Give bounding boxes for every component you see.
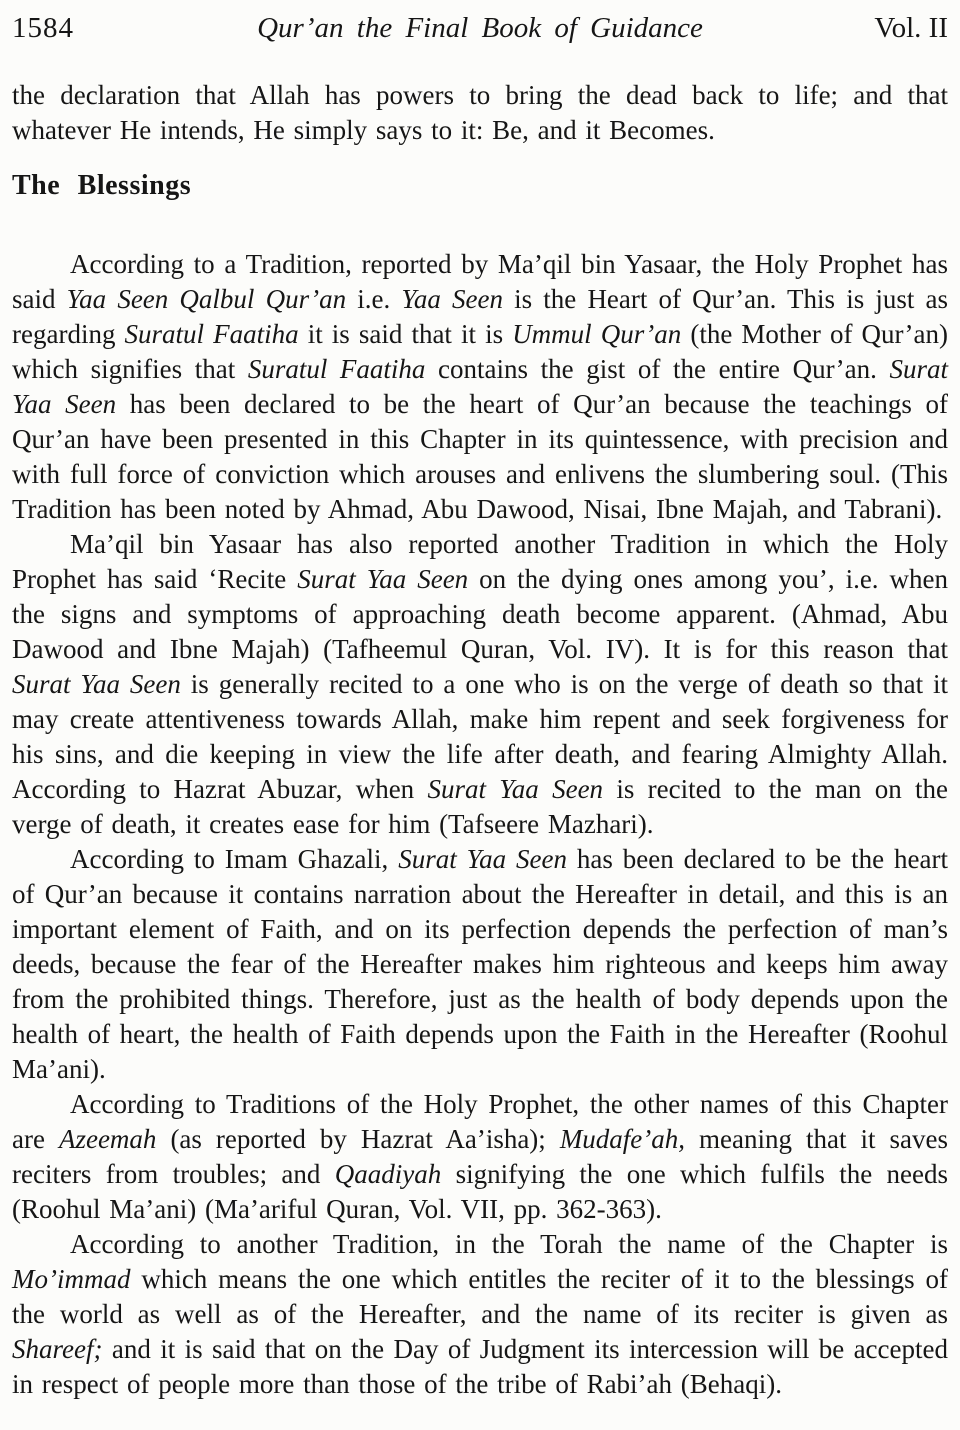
italic-text: Surat Yaa Seen [427,774,604,804]
body-text: has been declared to be the heart of Qur’an because it contains narration about the Hereafter in detail, and this is an important element of Faith, and on its perfection depends the perfection of man’s deeds, because the fear of the Hereafter makes him righteous and keeps him away from the prohibited things. Therefore, just as the health of body depends upon the health of heart, the health of Faith depends upon the Faith in the Hereafter (Roohul Ma’ani). [12,844,948,1084]
body-text: is recited to the man on the verge of death, it creates ease for him (Tafseere Mazhari). [12,774,948,839]
italic-text: Ummul Qur’an [512,319,682,349]
body-text: the declaration that Allah has powers to bring the dead back to life; and that whatever He intends, He simply says to it: Be, and it Becomes. [12,80,948,145]
body-text: is generally recited to a one who is on the verge of death so that it may create attentiveness towards Allah, make him repent and seek forgiveness for his sins, and die keeping in view the life after death, and fearing Almighty Allah. According to Hazrat Abuzar, when [12,669,948,804]
body-text: (the Mother of Qur’an) which signifies that [12,319,948,384]
page-number: 1584 [12,12,74,44]
body-text: According to Traditions of the Holy Prophet, the other names of this Chapter are [12,1089,948,1154]
volume-label: Vol. II [874,12,948,44]
page-header [12,8,948,48]
paragraph [12,78,948,148]
italic-text: Qaadiyah [334,1159,442,1189]
paragraph [12,1227,948,1402]
body-text: (as reported by Hazrat Aa’isha); [156,1124,560,1154]
italic-text: Surat Yaa Seen [12,669,181,699]
paragraph [12,842,948,1087]
body-text: it is said that it is [298,319,513,349]
italic-text: Shareef; [12,1334,103,1364]
italic-text: Mudafe’ah, [559,1124,686,1154]
italic-text: Suratul Faatiha [247,354,426,384]
body-text: signifying the one which fulfils the needs (Roohul Ma’ani) (Ma’ariful Quran, Vol. VII, pp. 362-363). [12,1159,948,1224]
section-heading: The Blessings [12,170,192,201]
body-text: which means the one which entitles the reciter of it to the blessings of the world as well as of the Hereafter, and the name of its reciter is given as [12,1264,948,1329]
body-text: i.e. [346,284,402,314]
paragraph [12,247,948,527]
body-text: meaning that it saves reciters from troubles; and [12,1124,948,1189]
paragraph [12,1087,948,1227]
body-text: contains the gist of the entire Qur’an. [425,354,890,384]
body-text: has been declared to be the heart of Qur’an because the teachings of Qur’an have been presented in this Chapter in its quintessence, with precision and with full force of conviction which arouses and enlivens the slumbering soul. (This Tradition has been noted by Ahmad, Abu Dawood, Nisai, Ibne Majah, and Tabrani). [12,389,948,524]
page-body [12,78,948,1402]
italic-text: Suratul Faatiha [124,319,299,349]
body-text: is the Heart of Qur’an. This is just as regarding [12,284,948,349]
body-text: on the dying ones among you’, i.e. when the signs and symptoms of approaching death become apparent. (Ahmad, Abu Dawood and Ibne Majah) (Tafheemul Quran, Vol. IV). It is for this reason that [12,564,948,664]
paragraph [12,527,948,842]
italic-text: Azeemah [58,1124,157,1154]
body-text: According to Imam Ghazali, [70,844,399,874]
body-text: and it is said that on the Day of Judgment its intercession will be accepted in respect of people more than those of the tribe of Rabi’ah (Behaqi). [12,1334,948,1399]
italic-text: Surat Yaa Seen [12,354,948,419]
italic-text: Yaa Seen Qalbul Qur’an [66,284,347,314]
body-text: According to a Tradition, reported by Ma’qil bin Yasaar, the Holy Prophet has said [12,249,948,314]
italic-text: Surat Yaa Seen [297,564,469,594]
body-text: Ma’qil bin Yasaar has also reported another Tradition in which the Holy Prophet has said ‘Recite [12,529,948,594]
italic-text: Yaa Seen [401,284,504,314]
italic-text: Surat Yaa Seen [398,844,567,874]
running-title: Qur’an the Final Book of Guidance [257,12,703,44]
italic-text: Mo’immad [12,1264,131,1294]
body-text: According to another Tradition, in the Torah the name of the Chapter is [70,1229,948,1259]
